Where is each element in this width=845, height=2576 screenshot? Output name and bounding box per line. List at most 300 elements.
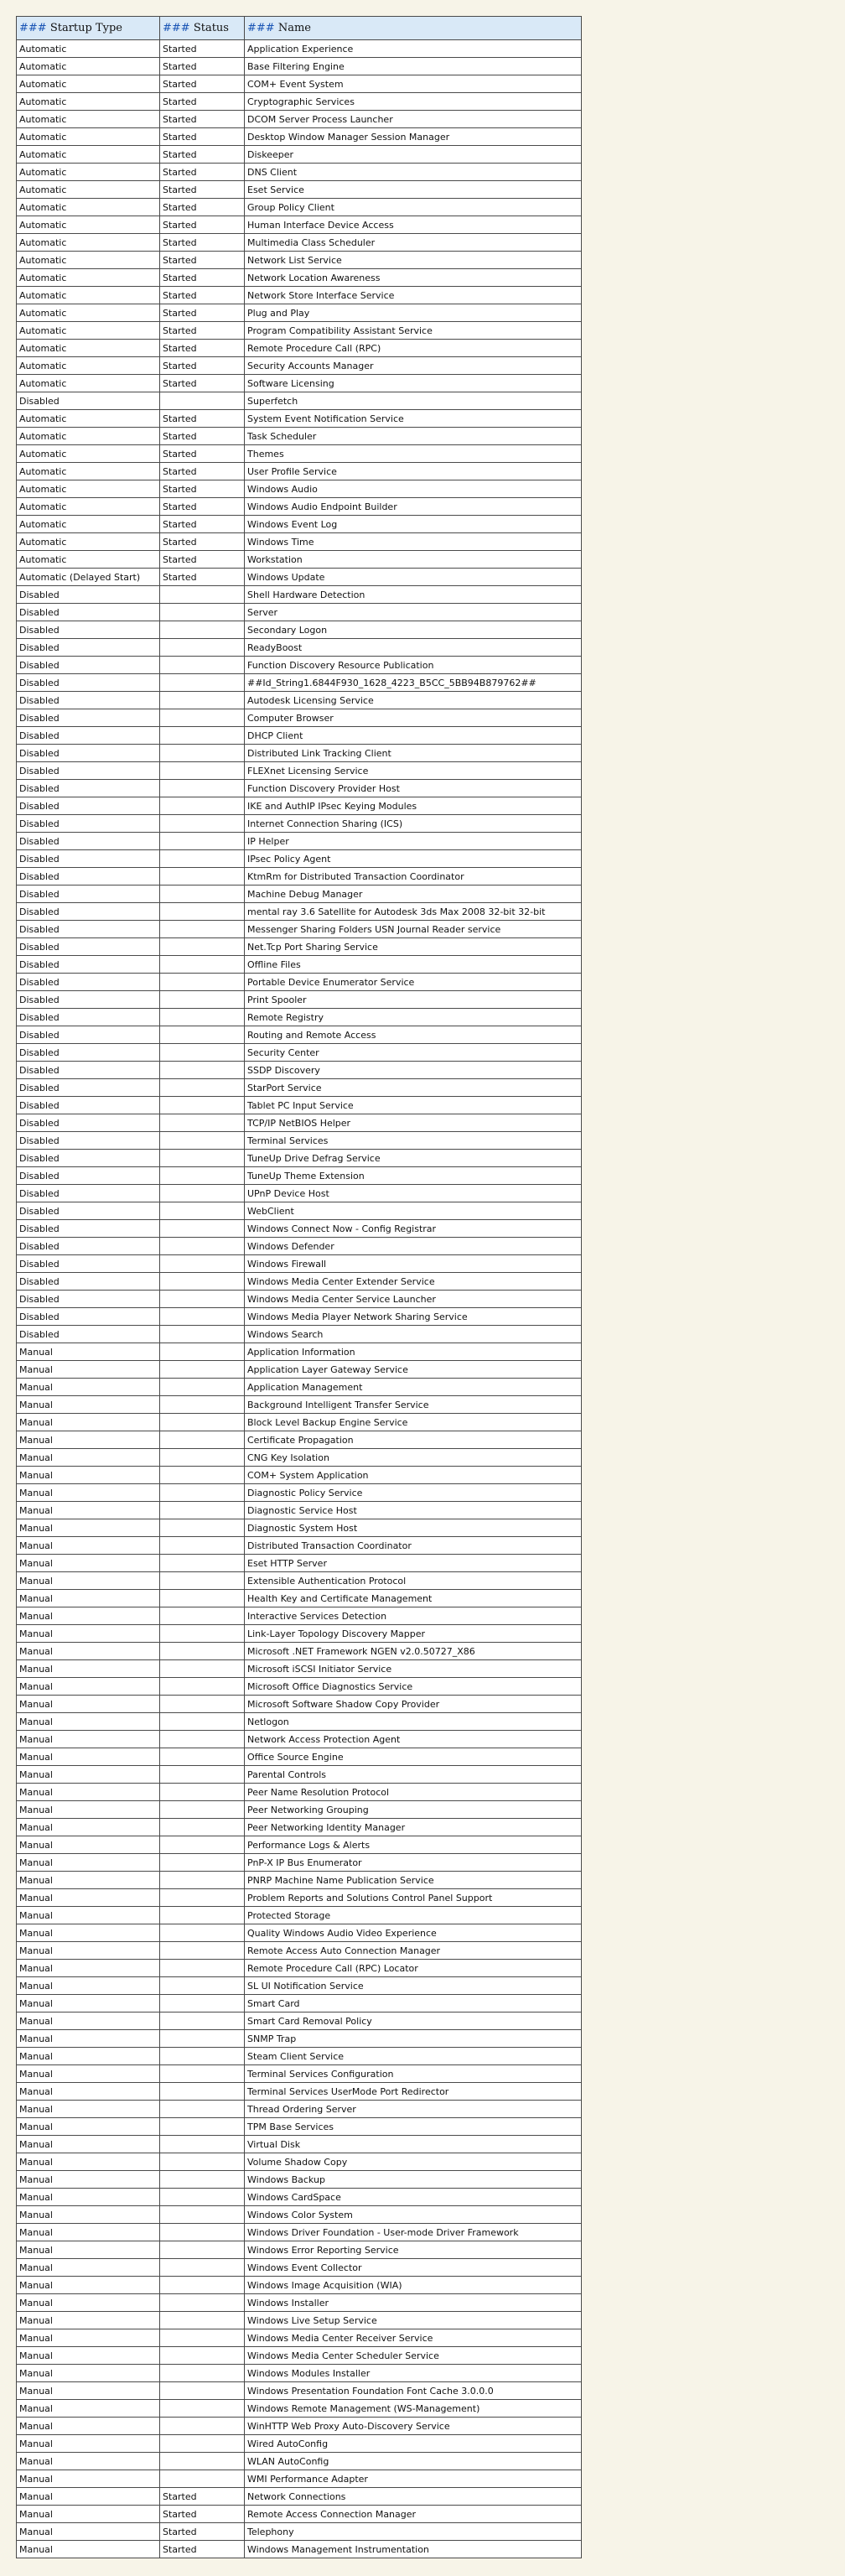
- table-row: [17, 2382, 582, 2400]
- status-cell: [160, 1696, 245, 1713]
- status-cell: [160, 1273, 245, 1291]
- startup-type-cell: Disabled: [17, 1044, 160, 1062]
- service-name-cell: Base Filtering Engine: [245, 58, 582, 75]
- table-row: [17, 1977, 582, 1995]
- status-cell: [160, 2453, 245, 2470]
- table-row: [17, 1889, 582, 1907]
- table-row: [17, 40, 582, 58]
- status-cell: [160, 1678, 245, 1696]
- status-cell: [160, 1379, 245, 1396]
- status-cell: Started: [160, 480, 245, 498]
- service-name-cell: System Event Notification Service: [245, 410, 582, 428]
- table-row: [17, 2470, 582, 2488]
- service-name-cell: Windows Media Center Receiver Service: [245, 2329, 582, 2347]
- service-name-cell: Background Intelligent Transfer Service: [245, 1396, 582, 1414]
- startup-type-cell: Automatic: [17, 516, 160, 533]
- startup-type-cell: Manual: [17, 2294, 160, 2312]
- status-cell: [160, 692, 245, 709]
- services-document: [16, 16, 582, 2558]
- startup-type-cell: Manual: [17, 1502, 160, 1519]
- startup-type-cell: Manual: [17, 1572, 160, 1590]
- status-cell: [160, 1819, 245, 1836]
- table-row: [17, 1519, 582, 1537]
- table-row: [17, 392, 582, 410]
- table-row: [17, 1414, 582, 1431]
- service-name-cell: IPsec Policy Agent: [245, 850, 582, 868]
- service-name-cell: Windows Error Reporting Service: [245, 2241, 582, 2259]
- status-cell: [160, 2470, 245, 2488]
- status-cell: [160, 2118, 245, 2136]
- status-cell: Started: [160, 533, 245, 551]
- service-name-cell: Problem Reports and Solutions Control Panel Support: [245, 1889, 582, 1907]
- service-name-cell: Eset HTTP Server: [245, 1555, 582, 1572]
- status-cell: [160, 850, 245, 868]
- startup-type-cell: Disabled: [17, 1202, 160, 1220]
- status-cell: Started: [160, 2523, 245, 2541]
- service-name-cell: Windows Defender: [245, 1238, 582, 1255]
- service-name-cell: Smart Card: [245, 1995, 582, 2012]
- table-row: [17, 850, 582, 868]
- service-name-cell: Function Discovery Provider Host: [245, 780, 582, 797]
- status-cell: [160, 2206, 245, 2224]
- startup-type-cell: Manual: [17, 2347, 160, 2365]
- status-cell: [160, 1343, 245, 1361]
- table-row: [17, 1361, 582, 1379]
- startup-type-cell: Automatic: [17, 375, 160, 392]
- table-row: [17, 2523, 582, 2541]
- service-name-cell: Windows Installer: [245, 2294, 582, 2312]
- service-name-cell: DNS Client: [245, 164, 582, 181]
- status-cell: [160, 1044, 245, 1062]
- table-row: [17, 2189, 582, 2206]
- service-name-cell: Windows Image Acquisition (WIA): [245, 2277, 582, 2294]
- service-name-cell: Performance Logs & Alerts: [245, 1836, 582, 1854]
- startup-type-cell: Manual: [17, 2400, 160, 2418]
- table-row: [17, 2347, 582, 2365]
- table-row: [17, 1819, 582, 1836]
- status-cell: [160, 2294, 245, 2312]
- startup-type-cell: Automatic: [17, 551, 160, 569]
- startup-type-cell: Manual: [17, 1784, 160, 1801]
- status-cell: [160, 1960, 245, 1977]
- table-row: [17, 1872, 582, 1889]
- status-cell: [160, 1167, 245, 1185]
- status-cell: Started: [160, 516, 245, 533]
- service-name-cell: SSDP Discovery: [245, 1062, 582, 1079]
- startup-type-cell: Manual: [17, 1995, 160, 2012]
- status-cell: [160, 745, 245, 762]
- status-cell: Started: [160, 128, 245, 146]
- service-name-cell: Windows Connect Now - Config Registrar: [245, 1220, 582, 1238]
- service-name-cell: FLEXnet Licensing Service: [245, 762, 582, 780]
- table-row: [17, 1696, 582, 1713]
- table-row: [17, 1590, 582, 1607]
- startup-type-cell: Manual: [17, 2101, 160, 2118]
- service-name-cell: WebClient: [245, 1202, 582, 1220]
- startup-type-cell: Manual: [17, 2030, 160, 2048]
- header-row: [17, 17, 582, 40]
- status-cell: [160, 833, 245, 850]
- status-cell: Started: [160, 410, 245, 428]
- status-cell: [160, 1713, 245, 1731]
- startup-type-cell: Manual: [17, 1414, 160, 1431]
- table-row: [17, 1150, 582, 1167]
- table-row: [17, 2329, 582, 2347]
- service-name-cell: Portable Device Enumerator Service: [245, 974, 582, 991]
- service-name-cell: Smart Card Removal Policy: [245, 2012, 582, 2030]
- status-cell: [160, 1784, 245, 1801]
- service-name-cell: Health Key and Certificate Management: [245, 1590, 582, 1607]
- status-cell: Started: [160, 551, 245, 569]
- service-name-cell: Interactive Services Detection: [245, 1607, 582, 1625]
- table-row: [17, 1308, 582, 1326]
- service-name-cell: Application Management: [245, 1379, 582, 1396]
- table-row: [17, 780, 582, 797]
- status-cell: [160, 1502, 245, 1519]
- table-row: [17, 357, 582, 375]
- table-row: [17, 1625, 582, 1643]
- service-name-cell: SNMP Trap: [245, 2030, 582, 2048]
- startup-type-cell: Manual: [17, 2435, 160, 2453]
- startup-type-cell: Disabled: [17, 903, 160, 921]
- status-cell: [160, 1097, 245, 1114]
- startup-type-cell: Disabled: [17, 1308, 160, 1326]
- startup-type-cell: Disabled: [17, 586, 160, 604]
- startup-type-cell: Manual: [17, 1872, 160, 1889]
- table-row: [17, 1343, 582, 1361]
- startup-type-cell: Manual: [17, 1942, 160, 1960]
- service-name-cell: Terminal Services: [245, 1132, 582, 1150]
- service-name-cell: Network Access Protection Agent: [245, 1731, 582, 1748]
- service-name-cell: Windows Event Log: [245, 516, 582, 533]
- startup-type-cell: Manual: [17, 2083, 160, 2101]
- table-row: [17, 269, 582, 287]
- table-row: [17, 2118, 582, 2136]
- table-row: [17, 2012, 582, 2030]
- service-name-cell: Netlogon: [245, 1713, 582, 1731]
- startup-type-cell: Manual: [17, 2206, 160, 2224]
- table-row: [17, 2541, 582, 2558]
- status-cell: Started: [160, 111, 245, 128]
- table-row: [17, 1502, 582, 1519]
- status-cell: [160, 1836, 245, 1854]
- status-cell: [160, 1185, 245, 1202]
- startup-type-cell: Automatic: [17, 181, 160, 199]
- table-row: [17, 75, 582, 93]
- startup-type-cell: Manual: [17, 1696, 160, 1713]
- table-row: [17, 2030, 582, 2048]
- startup-type-cell: Disabled: [17, 392, 160, 410]
- startup-type-cell: Automatic: [17, 234, 160, 252]
- service-name-cell: Task Scheduler: [245, 428, 582, 445]
- status-cell: Started: [160, 234, 245, 252]
- startup-type-cell: Disabled: [17, 1291, 160, 1308]
- status-cell: [160, 2312, 245, 2329]
- table-row: [17, 2065, 582, 2083]
- startup-type-cell: Manual: [17, 2523, 160, 2541]
- service-name-cell: Remote Registry: [245, 1009, 582, 1026]
- status-cell: [160, 1150, 245, 1167]
- status-cell: [160, 1625, 245, 1643]
- service-name-cell: Diagnostic System Host: [245, 1519, 582, 1537]
- startup-type-cell: Disabled: [17, 833, 160, 850]
- startup-type-cell: Disabled: [17, 850, 160, 868]
- service-name-cell: Plug and Play: [245, 304, 582, 322]
- startup-type-cell: Manual: [17, 2048, 160, 2065]
- table-row: [17, 1801, 582, 1819]
- table-row: [17, 1273, 582, 1291]
- service-name-cell: Software Licensing: [245, 375, 582, 392]
- startup-type-cell: Manual: [17, 1361, 160, 1379]
- table-row: [17, 1026, 582, 1044]
- startup-type-cell: Manual: [17, 2153, 160, 2171]
- status-cell: Started: [160, 75, 245, 93]
- status-cell: Started: [160, 304, 245, 322]
- table-row: [17, 428, 582, 445]
- startup-type-cell: Disabled: [17, 709, 160, 727]
- service-name-cell: ReadyBoost: [245, 639, 582, 657]
- startup-type-cell: Manual: [17, 2189, 160, 2206]
- startup-type-cell: Manual: [17, 1854, 160, 1872]
- table-row: [17, 516, 582, 533]
- service-name-cell: Offline Files: [245, 956, 582, 974]
- table-row: [17, 498, 582, 516]
- service-name-cell: Windows Media Center Extender Service: [245, 1273, 582, 1291]
- service-name-cell: Program Compatibility Assistant Service: [245, 322, 582, 340]
- status-cell: Started: [160, 498, 245, 516]
- status-cell: [160, 1396, 245, 1414]
- table-row: [17, 340, 582, 357]
- status-cell: [160, 1079, 245, 1097]
- service-name-cell: Windows CardSpace: [245, 2189, 582, 2206]
- status-cell: Started: [160, 322, 245, 340]
- status-cell: [160, 727, 245, 745]
- status-cell: [160, 1291, 245, 1308]
- startup-type-cell: Manual: [17, 1484, 160, 1502]
- startup-type-cell: Automatic: [17, 93, 160, 111]
- status-cell: Started: [160, 375, 245, 392]
- startup-type-cell: Automatic: [17, 287, 160, 304]
- startup-type-cell: Manual: [17, 1379, 160, 1396]
- table-row: [17, 2365, 582, 2382]
- status-cell: [160, 1308, 245, 1326]
- startup-type-cell: Disabled: [17, 1238, 160, 1255]
- table-row: [17, 2259, 582, 2277]
- startup-type-cell: Disabled: [17, 639, 160, 657]
- table-row: [17, 199, 582, 216]
- status-cell: [160, 1607, 245, 1625]
- startup-type-cell: Manual: [17, 2382, 160, 2400]
- table-row: [17, 2241, 582, 2259]
- service-name-cell: WLAN AutoConfig: [245, 2453, 582, 2470]
- service-name-cell: WinHTTP Web Proxy Auto-Discovery Service: [245, 2418, 582, 2435]
- startup-type-cell: Automatic: [17, 357, 160, 375]
- startup-type-cell: Automatic: [17, 322, 160, 340]
- service-name-cell: Tablet PC Input Service: [245, 1097, 582, 1114]
- startup-type-cell: Manual: [17, 2312, 160, 2329]
- service-name-cell: Virtual Disk: [245, 2136, 582, 2153]
- status-cell: Started: [160, 146, 245, 164]
- startup-type-cell: Automatic: [17, 463, 160, 480]
- header-label: Status: [193, 22, 229, 34]
- service-name-cell: Secondary Logon: [245, 621, 582, 639]
- service-name-cell: User Profile Service: [245, 463, 582, 480]
- startup-type-cell: Manual: [17, 2241, 160, 2259]
- service-name-cell: Windows Remote Management (WS-Management): [245, 2400, 582, 2418]
- startup-type-cell: Disabled: [17, 815, 160, 833]
- table-row: [17, 551, 582, 569]
- status-cell: [160, 1238, 245, 1255]
- table-row: [17, 2312, 582, 2329]
- service-name-cell: Windows Search: [245, 1326, 582, 1343]
- status-cell: Started: [160, 181, 245, 199]
- table-row: [17, 322, 582, 340]
- startup-type-cell: Disabled: [17, 780, 160, 797]
- startup-type-cell: Disabled: [17, 1150, 160, 1167]
- service-name-cell: Office Source Engine: [245, 1748, 582, 1766]
- startup-type-cell: Disabled: [17, 1167, 160, 1185]
- table-row: [17, 586, 582, 604]
- table-row: [17, 797, 582, 815]
- startup-type-cell: Manual: [17, 1519, 160, 1537]
- status-cell: [160, 1449, 245, 1467]
- service-name-cell: mental ray 3.6 Satellite for Autodesk 3ds Max 2008 32-bit 32-bit: [245, 903, 582, 921]
- status-cell: Started: [160, 463, 245, 480]
- startup-type-cell: Manual: [17, 1960, 160, 1977]
- status-cell: [160, 392, 245, 410]
- table-row: [17, 1238, 582, 1255]
- table-row: [17, 1784, 582, 1801]
- service-name-cell: Windows Update: [245, 569, 582, 586]
- startup-type-cell: Manual: [17, 2453, 160, 2470]
- status-cell: [160, 2241, 245, 2259]
- service-name-cell: Windows Audio Endpoint Builder: [245, 498, 582, 516]
- table-row: [17, 164, 582, 181]
- service-name-cell: Human Interface Device Access: [245, 216, 582, 234]
- startup-type-cell: Manual: [17, 1748, 160, 1766]
- startup-type-cell: Disabled: [17, 1009, 160, 1026]
- service-name-cell: Microsoft Office Diagnostics Service: [245, 1678, 582, 1696]
- status-cell: [160, 1220, 245, 1238]
- status-cell: [160, 1484, 245, 1502]
- status-cell: [160, 639, 245, 657]
- startup-type-cell: Automatic: [17, 40, 160, 58]
- startup-type-cell: Automatic: [17, 164, 160, 181]
- services-table: [16, 16, 582, 2558]
- service-name-cell: Windows Management Instrumentation: [245, 2541, 582, 2558]
- table-row: [17, 639, 582, 657]
- service-name-cell: COM+ System Application: [245, 1467, 582, 1484]
- service-name-cell: Multimedia Class Scheduler: [245, 234, 582, 252]
- status-cell: [160, 1924, 245, 1942]
- service-name-cell: Print Spooler: [245, 991, 582, 1009]
- status-cell: [160, 2171, 245, 2189]
- status-cell: [160, 2435, 245, 2453]
- startup-type-cell: Automatic: [17, 252, 160, 269]
- startup-type-cell: Disabled: [17, 1273, 160, 1291]
- service-name-cell: Thread Ordering Server: [245, 2101, 582, 2118]
- status-cell: [160, 1431, 245, 1449]
- startup-type-cell: Disabled: [17, 674, 160, 692]
- table-row: [17, 1062, 582, 1079]
- status-cell: [160, 2224, 245, 2241]
- service-name-cell: Parental Controls: [245, 1766, 582, 1784]
- table-row: [17, 1044, 582, 1062]
- status-cell: Started: [160, 357, 245, 375]
- status-cell: [160, 1801, 245, 1819]
- table-row: [17, 1202, 582, 1220]
- service-name-cell: Workstation: [245, 551, 582, 569]
- service-name-cell: Shell Hardware Detection: [245, 586, 582, 604]
- table-row: [17, 1555, 582, 1572]
- table-row: [17, 480, 582, 498]
- service-name-cell: Windows Media Center Service Launcher: [245, 1291, 582, 1308]
- startup-type-cell: Disabled: [17, 621, 160, 639]
- startup-type-cell: Manual: [17, 2065, 160, 2083]
- table-row: [17, 674, 582, 692]
- status-cell: Started: [160, 164, 245, 181]
- status-cell: [160, 1731, 245, 1748]
- status-cell: [160, 903, 245, 921]
- startup-type-cell: Disabled: [17, 886, 160, 903]
- startup-type-cell: Disabled: [17, 1079, 160, 1097]
- table-row: [17, 1009, 582, 1026]
- startup-type-cell: Manual: [17, 2277, 160, 2294]
- status-cell: [160, 886, 245, 903]
- status-cell: [160, 1748, 245, 1766]
- table-row: [17, 93, 582, 111]
- service-name-cell: COM+ Event System: [245, 75, 582, 93]
- startup-type-cell: Automatic: [17, 58, 160, 75]
- table-row: [17, 58, 582, 75]
- header-hash: ###: [19, 22, 47, 34]
- service-name-cell: Function Discovery Resource Publication: [245, 657, 582, 674]
- startup-type-cell: Disabled: [17, 1062, 160, 1079]
- startup-type-cell: Automatic: [17, 75, 160, 93]
- status-cell: [160, 921, 245, 938]
- startup-type-cell: Manual: [17, 1343, 160, 1361]
- startup-type-cell: Manual: [17, 1467, 160, 1484]
- service-name-cell: Block Level Backup Engine Service: [245, 1414, 582, 1431]
- startup-type-cell: Manual: [17, 2171, 160, 2189]
- status-cell: Started: [160, 269, 245, 287]
- table-row: [17, 1379, 582, 1396]
- startup-type-cell: Automatic: [17, 269, 160, 287]
- table-row: [17, 2048, 582, 2065]
- startup-type-cell: Manual: [17, 1555, 160, 1572]
- table-row: [17, 1431, 582, 1449]
- table-row: [17, 1449, 582, 1467]
- service-name-cell: UPnP Device Host: [245, 1185, 582, 1202]
- service-name-cell: Microsoft Software Shadow Copy Provider: [245, 1696, 582, 1713]
- service-name-cell: DCOM Server Process Launcher: [245, 111, 582, 128]
- status-cell: Started: [160, 40, 245, 58]
- service-name-cell: Eset Service: [245, 181, 582, 199]
- startup-type-cell: Automatic: [17, 111, 160, 128]
- status-cell: [160, 956, 245, 974]
- service-name-cell: Windows Color System: [245, 2206, 582, 2224]
- status-cell: Started: [160, 340, 245, 357]
- table-row: [17, 2435, 582, 2453]
- status-cell: Started: [160, 428, 245, 445]
- service-name-cell: SL UI Notification Service: [245, 1977, 582, 1995]
- table-row: [17, 727, 582, 745]
- status-cell: [160, 1766, 245, 1784]
- startup-type-cell: Disabled: [17, 797, 160, 815]
- status-cell: [160, 2101, 245, 2118]
- table-row: [17, 2224, 582, 2241]
- table-row: [17, 1255, 582, 1273]
